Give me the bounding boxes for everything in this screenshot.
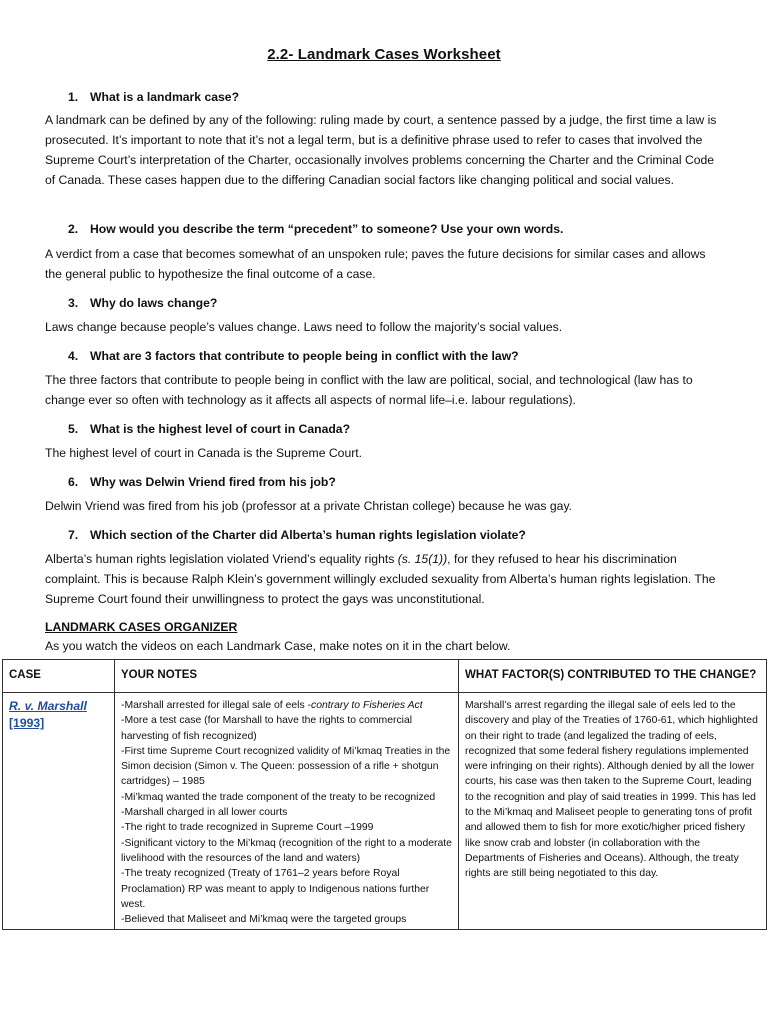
organizer-instruction: As you watch the videos on each Landmark Case, make notes on it in the chart below. [45, 639, 511, 653]
note-line: -Significant victory to the Mi’kmaq (recognition of the right to a moderate livelihood with the resources of the land and waters) [121, 837, 452, 864]
notes-cell [115, 693, 459, 930]
question-number: 4. [68, 349, 79, 363]
question-number: 2. [68, 222, 79, 236]
answer-3: Laws change because people’s values change. Laws need to follow the majority’s social values. [45, 320, 563, 334]
note-line: -Mi’kmaq wanted the trade component of the treaty to be recognized [121, 791, 436, 803]
case-year-link[interactable]: [1993] [9, 716, 45, 730]
table-header-row [3, 660, 767, 693]
note-line: -First time Supreme Court recognized validity of Mi’kmaq Treaties in the Simon decision (Simon v. The Queen: possession of a rifle + shotgun cartridges) – 1985 [121, 745, 451, 788]
question-number: 6. [68, 475, 79, 489]
case-cell [3, 693, 115, 930]
page-title: 2.2- Landmark Cases Worksheet [267, 46, 501, 63]
question-3 [68, 296, 217, 310]
column-header-case: CASE [3, 660, 115, 693]
column-header-notes: YOUR NOTES [115, 660, 459, 693]
question-number: 7. [68, 528, 79, 542]
question-1 [68, 90, 239, 104]
table-row [3, 693, 767, 930]
note-line: -The treaty recognized (Treaty of 1761–2 years before Royal Proclamation) RP was meant to apply to Indigenous nations further west. [121, 868, 430, 910]
note-text: -Marshall arrested for illegal sale of eels - [121, 700, 311, 711]
charter-section: (s. 15(1)) [397, 552, 448, 566]
note-line: -More a test case (for Marshall to have the rights to commercial harvesting of fish recognized) [121, 715, 413, 742]
note-line: -Believed that Maliseet and Mi’kmaq were the targeted groups [121, 914, 407, 926]
question-5 [68, 422, 350, 436]
question-2 [68, 222, 563, 236]
answer-2: A verdict from a case that becomes somewhat of an unspoken rule; paves the future decisions for similar cases and allows the general public to hypothesize the final outcome of a case. [45, 247, 706, 281]
question-text: What is a landmark case? [90, 90, 240, 104]
question-number: 3. [68, 296, 79, 310]
question-text: Which section of the Charter did Alberta’s human rights legislation violate? [90, 528, 526, 542]
answer-7-part: Alberta’s human rights legislation violated Vriend’s equality rights [45, 552, 398, 566]
question-7 [68, 528, 526, 542]
question-text: How would you describe the term “precedent” to someone? Use your own words. [90, 222, 564, 236]
answer-7-part: , for they refused to hear his discrimination complaint. This is because Ralph Klein’s government willingly excluded sexuality from Alberta’s human rights legislation. The Supreme Court found their unwillingness to protect the gays was unconstitutional. [45, 552, 716, 606]
column-header-factors: WHAT FACTOR(S) CONTRIBUTED TO THE CHANGE? [459, 660, 767, 693]
note-line: -Marshall charged in all lower courts [121, 807, 288, 819]
note-line: -The right to trade recognized in Supreme Court –1999 [121, 822, 374, 834]
question-text: Why do laws change? [90, 296, 218, 310]
organizer-heading: LANDMARK CASES ORGANIZER [45, 620, 238, 634]
question-4 [68, 349, 519, 363]
question-text: What is the highest level of court in Canada? [90, 422, 351, 436]
landmark-cases-table [2, 659, 767, 930]
note-italic-text: contrary to Fisheries Act [311, 700, 423, 711]
question-number: 5. [68, 422, 79, 436]
note-line [121, 698, 452, 713]
answer-4: The three factors that contribute to people being in conflict with the law are political, social, and technological (law has to change ever so often with technology as it affects all aspects of normal life–i.e. labour regulations). [45, 373, 693, 407]
factors-cell: Marshall’s arrest regarding the illegal sale of eels led to the discovery and play of the Treaties of 1760-61, which highlighted on their right to trade (and legalized the trading of eels, recognized that some federal fishery regulations implemented were infringing on their rights). Although denied by all the lower courts, his case was then taken to the Supreme Court, leading to the recognition and play of said treaties in 1999. This has led to the Mi’kmaq and Maliseet people to generating tons of profit and allowed them to fish for more exotic/higher priced fishery like snow crab and lobster (in collaboration with the Departments of Fisheries and Oceans). Although, the treaty rights are still being negotiated to this day. [459, 693, 767, 930]
answer-1: A landmark can be defined by any of the following: ruling made by court, a sentence passed by a judge, the first time a law is prosecuted. It’s important to note that it’s not a legal term, but is a definitive phrase used to refer to cases that involved the Supreme Court’s interpretation of the Charter, occasionally involves problems concerning the Charter and the Criminal Code of Canada. These cases happen due to the differing Canadian social factors like changing political and social values. [45, 113, 717, 187]
question-number: 1. [68, 90, 79, 104]
question-text: Why was Delwin Vriend fired from his job? [90, 475, 336, 489]
question-6 [68, 475, 336, 489]
answer-6: Delwin Vriend was fired from his job (professor at a private Christan college) because he was gay. [45, 499, 573, 513]
answer-5: The highest level of court in Canada is the Supreme Court. [45, 446, 363, 460]
answer-7 [45, 549, 725, 609]
question-text: What are 3 factors that contribute to people being in conflict with the law? [90, 349, 519, 363]
case-name-link[interactable]: R. v. Marshall [9, 699, 87, 713]
